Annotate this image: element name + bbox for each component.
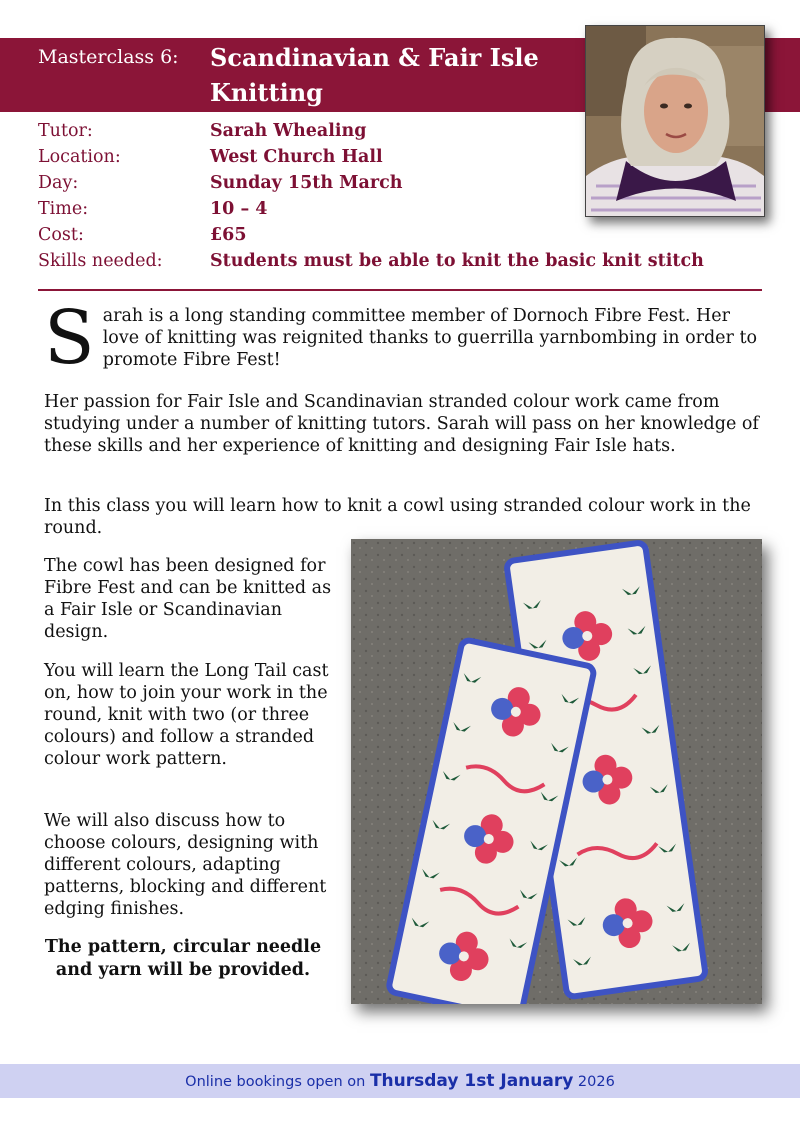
cost-label: Cost:: [38, 225, 84, 245]
tutor-value: Sarah Whealing: [210, 121, 367, 141]
knitted-cowl-image: [351, 539, 762, 1004]
info-row-tutor: [38, 121, 778, 147]
class-paragraph: In this class you will learn how to knit a cowl using stranded colour work in the round.: [44, 496, 751, 538]
discussion-paragraph: We will also discuss how to choose colours, designing with different colours, adapting patterns, blocking and different edging finishes.: [44, 811, 327, 919]
location-label: Location:: [38, 147, 121, 167]
info-row-cost: [38, 225, 778, 251]
passion-paragraph: Her passion for Fair Isle and Scandinavian stranded colour work came from studying under a number of knitting tutors. Sarah will pass on her knowledge of these skills and her experience of knitting and designing Fair Isle hats.: [44, 392, 759, 456]
section-divider: [38, 289, 762, 291]
class-details: [38, 121, 778, 277]
intro-paragraph: [44, 295, 760, 381]
intro-text: arah is a long standing committee member of Dornoch Fibre Fest. Her love of knitting was reignited thanks to guerrilla yarnbombing in order to promote Fibre Fest!: [102, 306, 758, 370]
info-row-skills: [38, 251, 778, 277]
booking-year: 2026: [577, 1074, 615, 1090]
provided-note: The pattern, circular needle and yarn will be provided.: [44, 937, 322, 980]
drop-cap: S: [44, 295, 95, 381]
info-row-location: [38, 147, 778, 173]
cowl-paragraph: The cowl has been designed for Fibre Fest and can be knitted as a Fair Isle or Scandinavian design.: [44, 556, 332, 642]
time-value: 10 – 4: [210, 199, 268, 219]
day-label: Day:: [38, 173, 79, 193]
time-label: Time:: [38, 199, 89, 219]
cost-value: £65: [210, 225, 247, 245]
skills-label: Skills needed:: [38, 251, 163, 271]
cowl-photo: [351, 539, 762, 1004]
info-row-time: [38, 199, 778, 225]
day-value: Sunday 15th March: [210, 173, 403, 193]
page-title: Scandinavian & Fair Isle Knitting: [210, 43, 539, 107]
location-value: West Church Hall: [210, 147, 383, 167]
info-row-day: [38, 173, 778, 199]
booking-footer: [0, 1064, 800, 1098]
footer-prefix: Online bookings open on: [185, 1074, 366, 1090]
booking-date: Thursday 1st January: [369, 1071, 574, 1091]
skills-learned-paragraph: You will learn the Long Tail cast on, how to join your work in the round, knit with two (or three colours) and follow a stranded colour work pattern.: [44, 661, 329, 769]
skills-value: Students must be able to knit the basic knit stitch: [210, 251, 704, 271]
masterclass-label: Masterclass 6:: [38, 46, 179, 68]
tutor-label: Tutor:: [38, 121, 93, 141]
